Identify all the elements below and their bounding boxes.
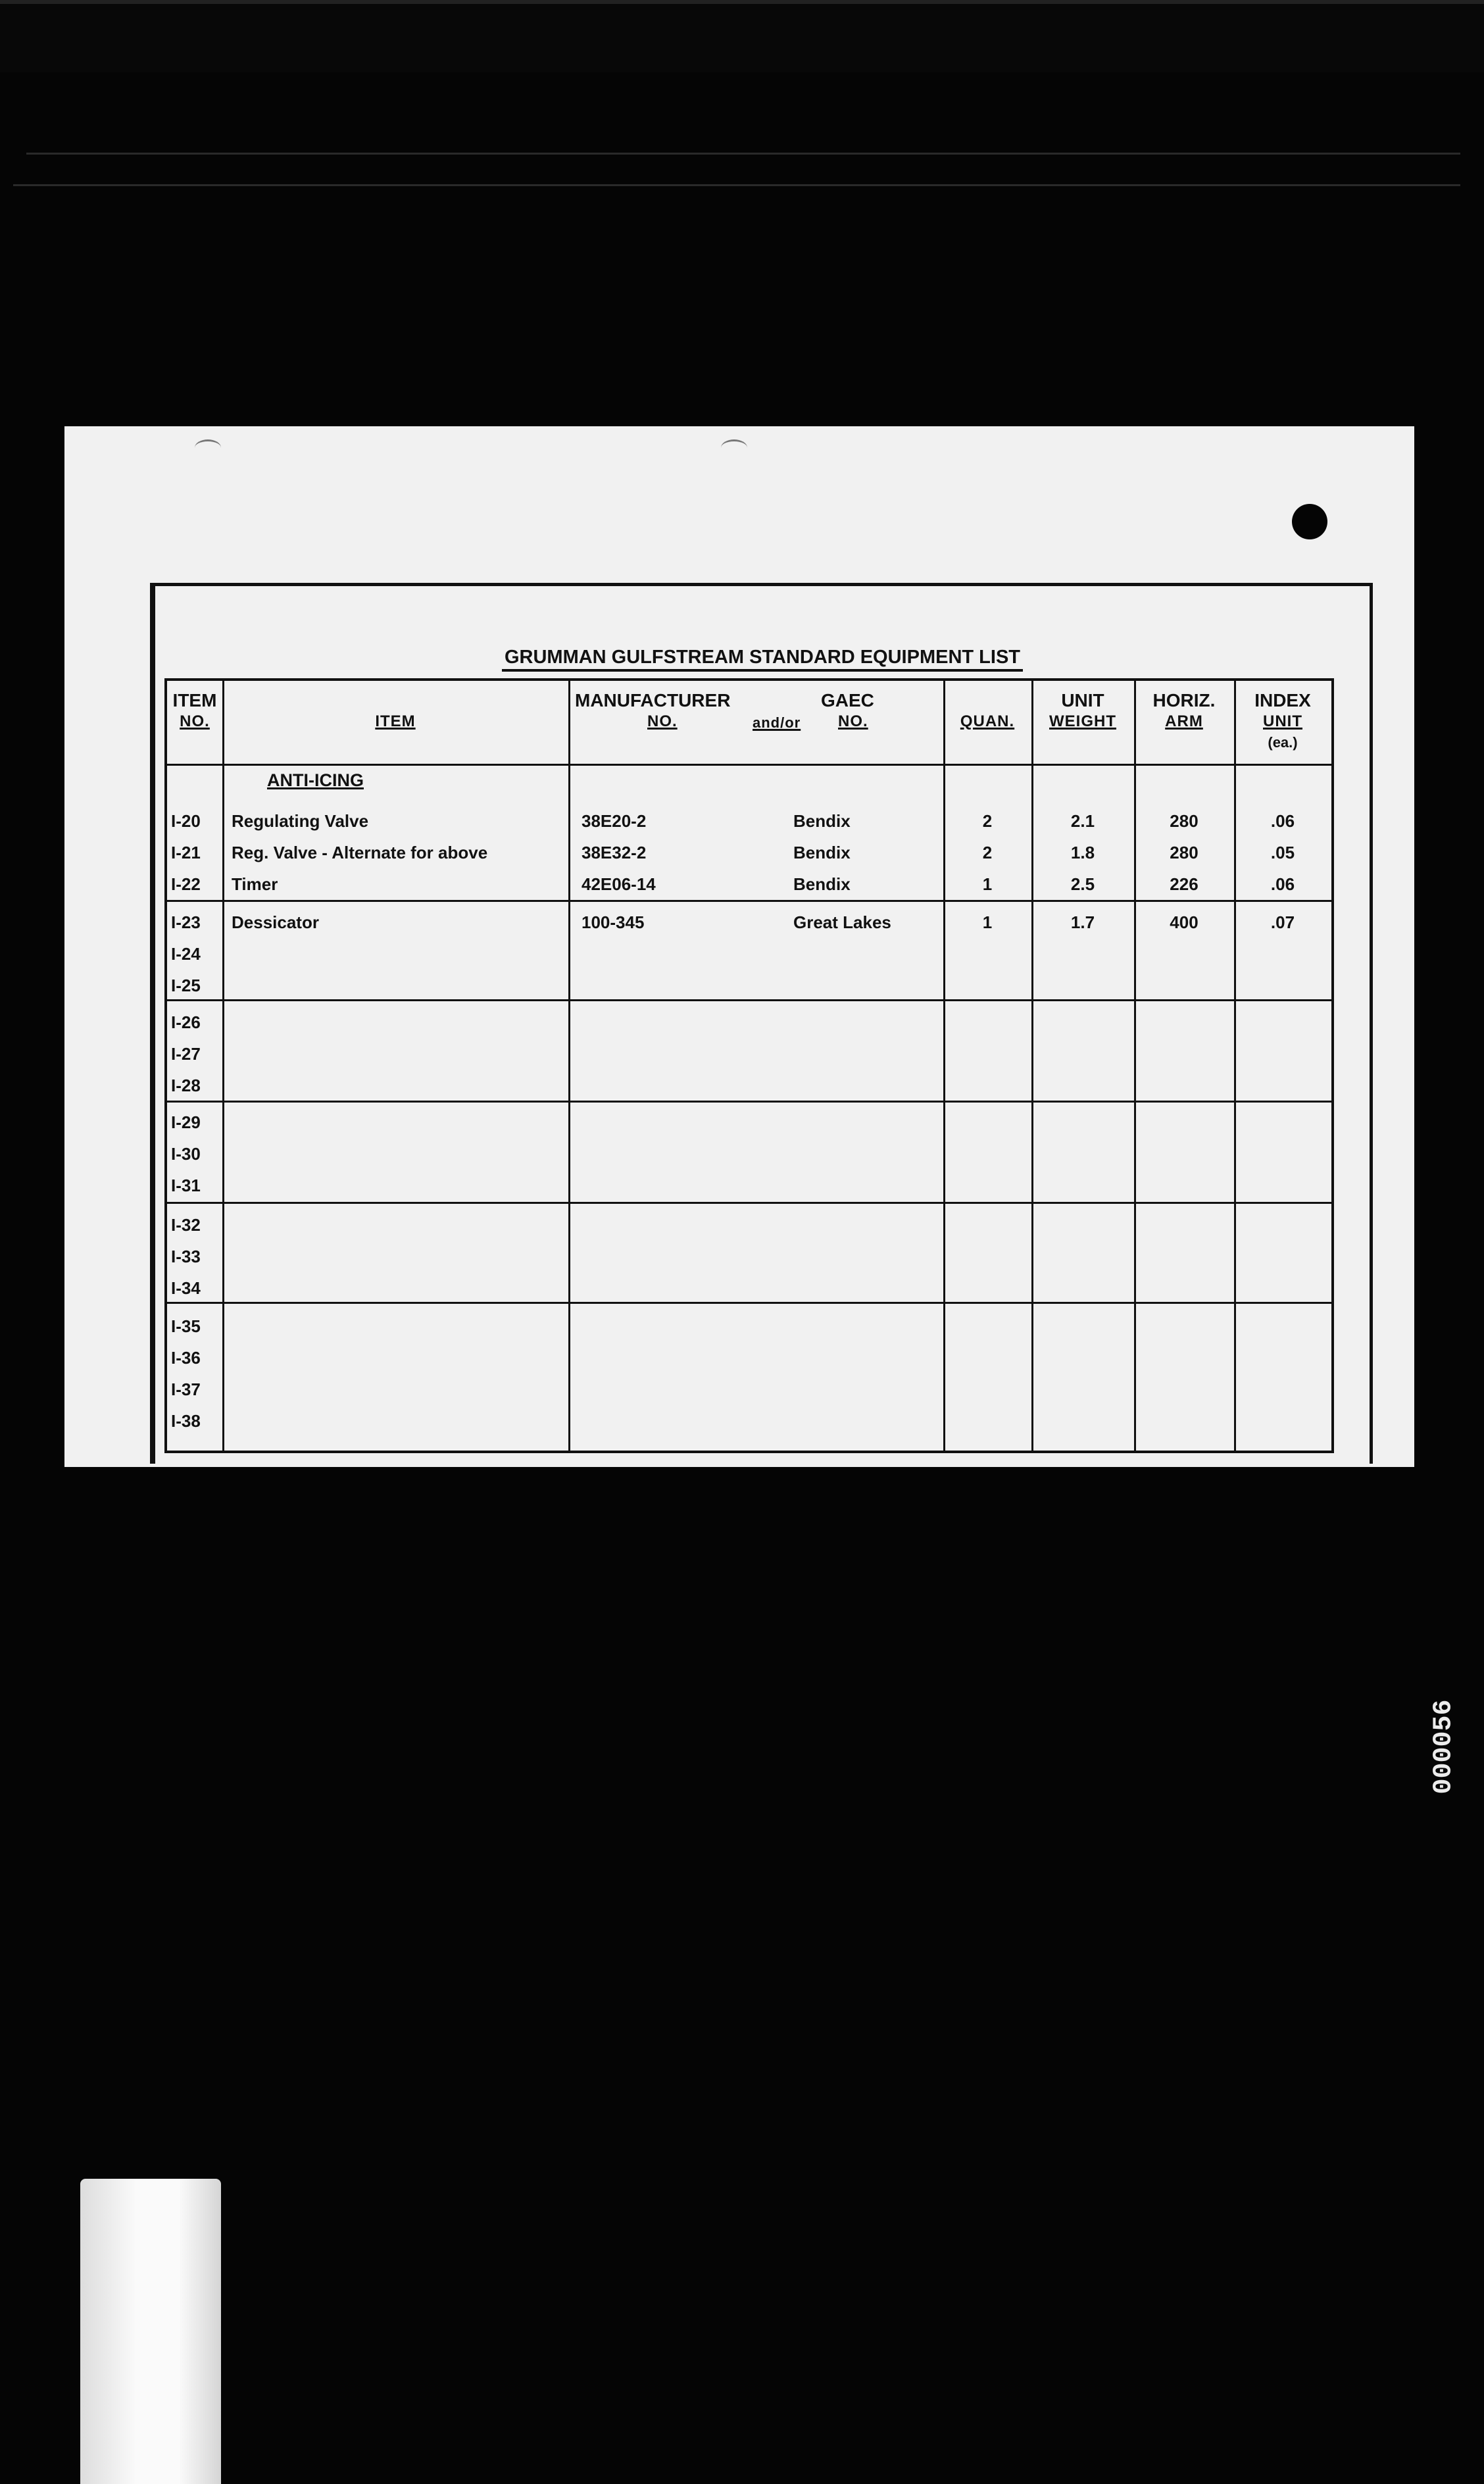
punch-hole <box>1292 504 1327 539</box>
column-divider <box>222 681 224 1451</box>
header-text: and/or <box>753 714 801 731</box>
quantity: 1 <box>982 874 993 894</box>
film-leader-mark <box>80 2179 221 2484</box>
horiz-arm: 280 <box>1170 811 1199 831</box>
item-number: I-35 <box>171 1316 201 1336</box>
manufacturer-no: 42E06-14 <box>581 874 656 894</box>
unit-weight: 2.1 <box>1070 811 1095 831</box>
document-sheet <box>64 426 1414 1467</box>
binder-notch <box>721 439 747 456</box>
item-number: I-30 <box>171 1144 201 1164</box>
gaec-no: Bendix <box>793 843 851 862</box>
item-number: I-38 <box>171 1411 201 1431</box>
item-number: I-28 <box>171 1076 201 1095</box>
header-text: QUAN. <box>960 712 1015 730</box>
group-divider <box>167 1302 1331 1304</box>
item-number: I-21 <box>171 843 201 862</box>
quantity: 2 <box>982 843 993 862</box>
film-frame-number: 000056 <box>1429 1699 1459 1795</box>
header-text: UNIT <box>1061 690 1104 710</box>
group-divider <box>167 1202 1331 1204</box>
header-text: NO. <box>180 712 210 730</box>
header-text: UNIT <box>1263 712 1302 730</box>
header-text: INDEX <box>1254 690 1311 710</box>
item-number: I-26 <box>171 1012 201 1032</box>
title-text: GRUMMAN GULFSTREAM STANDARD EQUIPMENT LIST <box>502 647 1023 672</box>
horiz-arm: 226 <box>1170 874 1199 894</box>
form-frame <box>150 583 1373 1464</box>
item-number: I-29 <box>171 1112 201 1132</box>
horiz-arm: 400 <box>1170 912 1199 932</box>
item-description: Regulating Valve <box>232 811 369 831</box>
item-description: Reg. Valve - Alternate for above <box>232 843 488 862</box>
film-streak <box>13 184 1460 186</box>
quantity: 1 <box>982 912 993 932</box>
item-number: I-36 <box>171 1348 201 1368</box>
column-divider <box>1031 681 1033 1451</box>
index-unit: .06 <box>1270 874 1295 894</box>
header-text: ITEM <box>375 712 416 730</box>
binder-notch <box>195 439 221 456</box>
manufacturer-no: 100-345 <box>581 912 645 932</box>
item-number: I-32 <box>171 1215 201 1235</box>
index-unit: .05 <box>1270 843 1295 862</box>
item-number: I-37 <box>171 1379 201 1399</box>
film-top-edge <box>0 0 1484 72</box>
column-divider <box>568 681 570 1451</box>
item-description: Timer <box>232 874 278 894</box>
group-divider <box>167 900 1331 902</box>
film-streak <box>26 153 1460 155</box>
header-text: ITEM <box>172 690 217 710</box>
header-text: (ea.) <box>1268 734 1298 751</box>
header-text: GAEC <box>821 690 874 710</box>
header-item-no <box>167 690 222 732</box>
item-description: Dessicator <box>232 912 319 932</box>
item-number: I-31 <box>171 1176 201 1195</box>
header-text: NO. <box>647 712 678 730</box>
header-text: WEIGHT <box>1049 712 1116 730</box>
horiz-arm: 280 <box>1170 843 1199 862</box>
item-number: I-27 <box>171 1044 201 1064</box>
group-divider <box>167 1101 1331 1103</box>
header-unit-weight <box>1031 690 1134 732</box>
header-horiz-arm <box>1134 690 1234 732</box>
section-heading: ANTI-ICING <box>267 770 364 790</box>
header-text: ARM <box>1165 712 1203 730</box>
item-number: I-23 <box>171 912 201 932</box>
header-text: NO. <box>838 712 868 730</box>
page-title <box>155 647 1370 668</box>
item-number: I-34 <box>171 1278 201 1298</box>
gaec-no: Bendix <box>793 811 851 831</box>
item-number: I-24 <box>171 944 201 964</box>
equipment-table <box>164 678 1334 1453</box>
column-divider <box>1134 681 1136 1451</box>
group-divider <box>167 999 1331 1001</box>
header-text: HORIZ. <box>1152 690 1216 710</box>
header-quan <box>943 711 1031 732</box>
quantity: 2 <box>982 811 993 831</box>
unit-weight: 1.8 <box>1070 843 1095 862</box>
manufacturer-no: 38E32-2 <box>581 843 647 862</box>
item-number: I-20 <box>171 811 201 831</box>
gaec-no: Great Lakes <box>793 912 891 932</box>
header-index-unit <box>1234 690 1331 753</box>
item-number: I-25 <box>171 976 201 995</box>
unit-weight: 1.7 <box>1070 912 1095 932</box>
index-unit: .07 <box>1270 912 1295 932</box>
index-unit: .06 <box>1270 811 1295 831</box>
unit-weight: 2.5 <box>1070 874 1095 894</box>
gaec-no: Bendix <box>793 874 851 894</box>
header-text: MANUFACTURER <box>575 690 731 710</box>
manufacturer-no: 38E20-2 <box>581 811 647 831</box>
column-divider <box>943 681 945 1451</box>
item-number: I-22 <box>171 874 201 894</box>
header-item <box>222 711 568 732</box>
header-divider <box>167 764 1331 766</box>
column-divider <box>1234 681 1236 1451</box>
item-number: I-33 <box>171 1247 201 1266</box>
